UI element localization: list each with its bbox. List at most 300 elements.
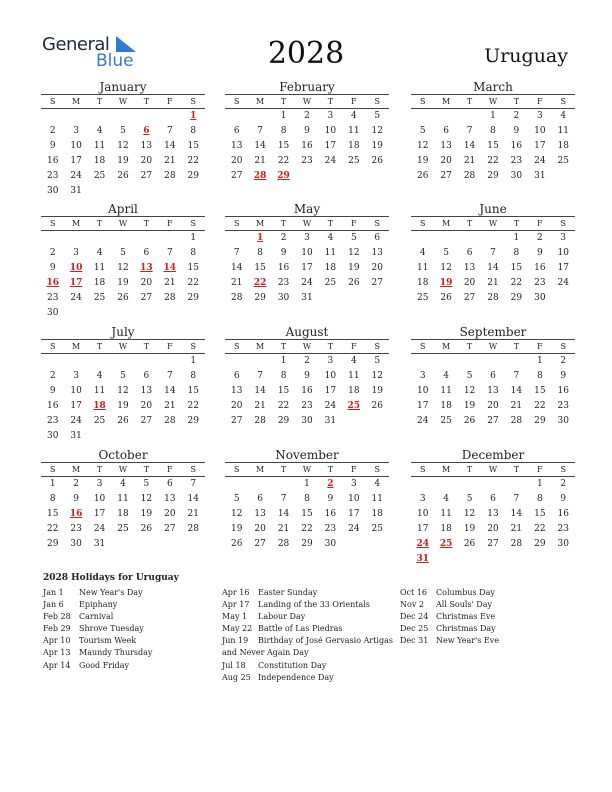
day-cell: 18 [324,263,337,273]
holiday-name: Independence Day [258,672,334,682]
day-cell: 24 [301,278,313,288]
day-cell: 18 [117,509,129,519]
day-cell: 8 [280,126,287,136]
day-cell: 21 [164,401,176,411]
day-cell: 8 [190,126,197,136]
day-cell: 14 [487,263,499,273]
weekday-label: W [302,219,312,228]
day-cell: 5 [143,479,150,489]
day-cell: 4 [443,371,449,381]
day-cell: 18 [348,141,360,151]
week-row [411,261,575,276]
day-cell: 20 [487,401,499,411]
month-march [411,80,575,184]
day-cell: 9 [536,248,543,258]
holiday-day-cell: 18 [93,401,106,411]
day-cell: 21 [463,156,476,166]
day-cell: 16 [534,263,546,273]
weekday-label: T [96,219,103,228]
holiday-item [43,635,152,647]
day-cell: 28 [187,524,199,534]
weekday-header [411,216,575,231]
day-cell: 29 [510,293,523,303]
day-cell: 5 [350,233,357,243]
holiday-date: Dec 25 [400,624,429,634]
day-cell: 13 [140,141,153,151]
day-cell: 5 [233,494,240,504]
day-cell: 11 [416,263,429,273]
day-cell: 10 [324,126,337,136]
weekday-label: F [537,465,543,474]
week-row [411,124,575,139]
day-cell: 17 [534,141,546,151]
week-row [41,246,205,261]
day-cell [41,354,64,369]
day-cell: 23 [557,524,569,534]
holiday-day-cell: 25 [347,401,361,411]
day-cell [158,109,181,124]
day-cell [411,231,434,246]
week-row [225,276,389,291]
day-cell: 17 [301,263,313,273]
day-cell: 27 [164,524,176,534]
day-cell: 21 [510,401,523,411]
day-cell [225,354,248,369]
day-cell: 28 [164,293,176,303]
day-cell: 3 [73,248,79,258]
month-september [411,325,575,429]
day-cell: 2 [560,356,567,366]
day-cell: 11 [440,509,452,519]
calendar-country: Uruguay [484,45,568,67]
day-cell: 6 [374,233,381,243]
day-cell: 13 [371,248,383,258]
week-row [411,384,575,399]
holiday-date: Aug 25 [222,672,251,682]
day-cell [434,477,457,492]
holiday-day-cell: 6 [143,126,150,136]
day-cell: 23 [46,416,59,426]
day-cell: 4 [560,111,567,121]
holiday-day-cell: 24 [416,539,429,549]
week-row [411,369,575,384]
day-cell: 9 [73,494,79,504]
day-cell: 29 [46,539,59,549]
day-cell: 31 [301,293,313,303]
week-row [41,306,205,321]
day-cell: 24 [557,278,569,288]
day-cell: 14 [254,141,266,151]
day-cell [528,552,551,567]
day-cell: 23 [46,293,59,303]
day-cell: 7 [490,248,496,258]
day-cell: 6 [233,371,240,381]
week-row [41,492,205,507]
day-cell: 10 [70,386,82,396]
day-cell: 6 [143,371,150,381]
day-cell: 7 [233,248,240,258]
day-cell: 12 [440,263,452,273]
holiday-date: Apr 14 [43,660,71,670]
week-row [225,124,389,139]
day-cell: 3 [73,371,79,381]
weekday-label: S [560,342,566,351]
day-cell: 4 [419,248,426,258]
day-cell: 15 [187,263,199,273]
day-cell [272,477,295,492]
brand-blue-text: Blue [96,51,134,71]
holiday-date: Jun 19 [222,636,249,646]
day-cell: 5 [466,371,473,381]
week-row [411,507,575,522]
day-cell: 12 [416,141,429,151]
day-cell: 30 [557,539,569,549]
weekday-header [411,339,575,354]
day-cell: 7 [257,371,263,381]
day-cell: 14 [254,386,266,396]
weekday-label: T [327,219,334,228]
day-cell: 5 [443,248,449,258]
week-row [225,369,389,384]
day-cell [88,306,111,321]
week-row [411,109,575,124]
week-row [225,384,389,399]
day-cell: 30 [324,539,337,549]
week-row [411,246,575,261]
month-name: May [293,202,321,216]
day-cell: 20 [230,401,243,411]
day-cell [64,231,87,246]
day-cell: 23 [301,401,313,411]
day-cell: 20 [140,278,153,288]
day-cell [225,231,248,246]
day-cell: 28 [510,539,523,549]
day-cell: 3 [96,479,103,489]
day-cell: 17 [557,263,569,273]
weekday-label: S [233,97,240,106]
week-row [225,154,389,169]
day-cell [552,552,575,567]
day-cell [366,414,389,429]
day-cell: 22 [510,278,523,288]
day-cell: 24 [324,156,337,166]
day-cell: 13 [440,141,452,151]
weekday-label: S [190,342,196,351]
holiday-item [222,635,393,647]
day-cell: 9 [49,386,56,396]
day-cell [88,429,111,444]
holiday-date: Apr 10 [43,636,71,646]
month-name: April [108,202,138,216]
day-cell: 4 [96,371,103,381]
week-row [411,477,575,492]
day-cell [135,537,158,552]
day-cell: 26 [416,171,429,181]
day-cell: 7 [257,126,263,136]
day-cell: 15 [301,509,313,519]
day-cell: 6 [257,494,263,504]
weekday-header [225,462,389,477]
day-cell: 8 [49,494,56,504]
day-cell: 3 [536,111,543,121]
weekday-label: W [118,219,128,228]
holiday-date: Jul 18 [222,660,246,670]
day-cell: 25 [93,416,106,426]
holiday-name: All Souls' Day [436,600,492,610]
week-row [411,492,575,507]
day-cell: 15 [46,509,59,519]
weekday-label: S [190,465,196,474]
holiday-date: Dec 31 [400,636,429,646]
day-cell [158,429,181,444]
day-cell: 30 [510,171,523,181]
day-cell: 22 [301,524,313,534]
day-cell: 31 [534,171,546,181]
day-cell: 15 [277,386,290,396]
day-cell: 4 [443,494,449,504]
weekday-label: S [419,97,426,106]
day-cell: 30 [277,293,290,303]
holiday-item [400,635,499,647]
day-cell: 19 [140,509,153,519]
day-cell [295,169,318,184]
day-cell [434,354,457,369]
day-cell: 22 [534,524,546,534]
day-cell [182,306,205,321]
week-row [41,429,205,444]
month-october [41,448,205,552]
weekday-label: S [419,342,426,351]
weekday-label: T [466,465,473,474]
day-cell: 4 [120,479,126,489]
day-cell: 16 [277,263,290,273]
holiday-day-cell: 10 [69,263,83,273]
day-cell: 27 [487,416,499,426]
day-cell: 30 [301,416,313,426]
week-row [411,291,575,306]
day-cell [182,184,205,199]
week-row [41,276,205,291]
day-cell [225,477,248,492]
day-cell: 14 [277,509,290,519]
day-cell: 25 [371,524,383,534]
day-cell [111,429,134,444]
weekday-label: T [513,219,520,228]
day-cell: 2 [49,371,56,381]
weekday-label: W [118,97,128,106]
day-cell [411,477,434,492]
day-cell: 3 [419,371,426,381]
day-cell: 28 [510,416,523,426]
day-cell: 22 [187,278,199,288]
day-cell: 26 [463,539,476,549]
day-cell: 23 [277,278,290,288]
day-cell: 7 [190,479,197,489]
day-cell: 6 [490,494,496,504]
weekday-label: W [302,465,312,474]
day-cell: 14 [164,386,176,396]
day-cell: 30 [70,539,82,549]
day-cell: 25 [557,156,569,166]
day-cell: 18 [440,401,452,411]
holiday-item [400,587,499,599]
month-name: June [479,202,507,216]
day-cell: 6 [490,371,496,381]
day-cell: 31 [93,539,106,549]
day-cell: 15 [534,509,546,519]
weekday-label: T [96,465,103,474]
weekday-label: M [72,465,81,474]
day-cell: 1 [536,479,543,489]
week-row [225,492,389,507]
day-cell: 21 [487,278,499,288]
day-cell [88,231,111,246]
day-cell: 24 [534,156,546,166]
holiday-date: Apr 17 [222,600,250,610]
day-cell: 20 [371,263,383,273]
day-cell [248,477,271,492]
day-cell: 22 [487,156,499,166]
weekday-label: F [167,97,173,106]
week-row [411,154,575,169]
day-cell: 13 [487,386,499,396]
day-cell: 12 [117,386,129,396]
day-cell: 21 [187,509,199,519]
holiday-item [43,647,152,659]
day-cell: 1 [190,233,197,243]
holiday-date: Apr 16 [222,588,250,597]
day-cell: 27 [487,539,499,549]
day-cell: 9 [49,263,56,273]
week-row [411,522,575,537]
day-cell: 23 [46,171,59,181]
day-cell: 20 [164,509,176,519]
day-cell: 13 [487,509,499,519]
weekday-header [41,339,205,354]
holiday-day-cell: 1 [257,233,264,243]
holiday-name: Columbus Day [436,588,495,597]
day-cell: 28 [254,416,266,426]
holiday-item [43,623,152,635]
day-cell: 27 [140,416,153,426]
day-cell: 11 [93,141,106,151]
day-cell: 3 [560,233,567,243]
holiday-date: Dec 24 [400,612,429,622]
day-cell: 8 [257,248,263,258]
weekday-label: S [233,342,240,351]
day-cell: 25 [416,293,429,303]
weekday-label: F [167,219,173,228]
weekday-label: T [513,342,520,351]
day-cell: 16 [301,141,313,151]
holiday-item [43,599,152,611]
weekday-label: W [488,219,498,228]
day-cell: 19 [230,524,243,534]
day-cell: 11 [348,371,360,381]
day-cell: 3 [327,356,334,366]
weekday-label: S [49,97,56,106]
holiday-day-cell: 1 [190,111,197,121]
day-cell: 17 [348,509,360,519]
month-name: September [459,325,527,339]
day-cell: 29 [277,416,290,426]
day-cell [411,354,434,369]
day-cell: 1 [490,111,496,121]
day-cell: 26 [371,156,383,166]
day-cell: 31 [70,186,82,196]
month-name: August [285,325,329,339]
day-cell [111,537,134,552]
day-cell: 19 [371,141,383,151]
day-cell: 21 [164,156,176,166]
weekday-label: M [442,342,451,351]
day-cell: 27 [440,171,452,181]
day-cell [88,184,111,199]
day-cell: 2 [49,126,56,136]
day-cell: 29 [254,293,266,303]
day-cell: 25 [93,171,106,181]
week-row [411,537,575,552]
week-row [41,354,205,369]
day-cell: 22 [534,401,546,411]
week-row [41,477,205,492]
day-cell [481,354,504,369]
day-cell: 23 [534,278,546,288]
day-cell: 29 [187,171,199,181]
day-cell [41,231,64,246]
day-cell: 7 [513,371,520,381]
day-cell [366,169,389,184]
calendar-year: 2028 [267,36,345,71]
day-cell: 18 [416,278,429,288]
holiday-date: Apr 13 [43,648,71,658]
holiday-name: Epiphany [79,600,118,610]
day-cell: 13 [140,386,153,396]
day-cell: 15 [487,141,499,151]
day-cell: 19 [117,401,129,411]
day-cell [135,231,158,246]
day-cell: 19 [117,156,129,166]
weekday-label: S [374,219,380,228]
day-cell [41,109,64,124]
day-cell: 27 [463,293,476,303]
weekday-label: W [488,465,498,474]
day-cell: 15 [187,386,199,396]
holiday-name: Carnival [79,612,114,622]
day-cell: 7 [166,248,173,258]
day-cell: 6 [166,479,173,489]
day-cell: 7 [513,494,520,504]
day-cell [434,231,457,246]
weekday-label: W [302,342,312,351]
day-cell: 18 [93,278,106,288]
month-february [225,80,389,184]
day-cell [158,354,181,369]
day-cell: 14 [463,141,476,151]
day-cell [552,291,575,306]
weekday-label: T [280,219,287,228]
holiday-name: Labour Day [258,612,306,622]
weekday-label: M [72,219,81,228]
day-cell [182,537,205,552]
day-cell [111,306,134,321]
day-cell: 18 [440,524,452,534]
day-cell [458,231,481,246]
day-cell [458,354,481,369]
holiday-name: Shrove Tuesday [79,624,144,634]
day-cell: 8 [190,248,197,258]
holiday-item [222,647,393,659]
